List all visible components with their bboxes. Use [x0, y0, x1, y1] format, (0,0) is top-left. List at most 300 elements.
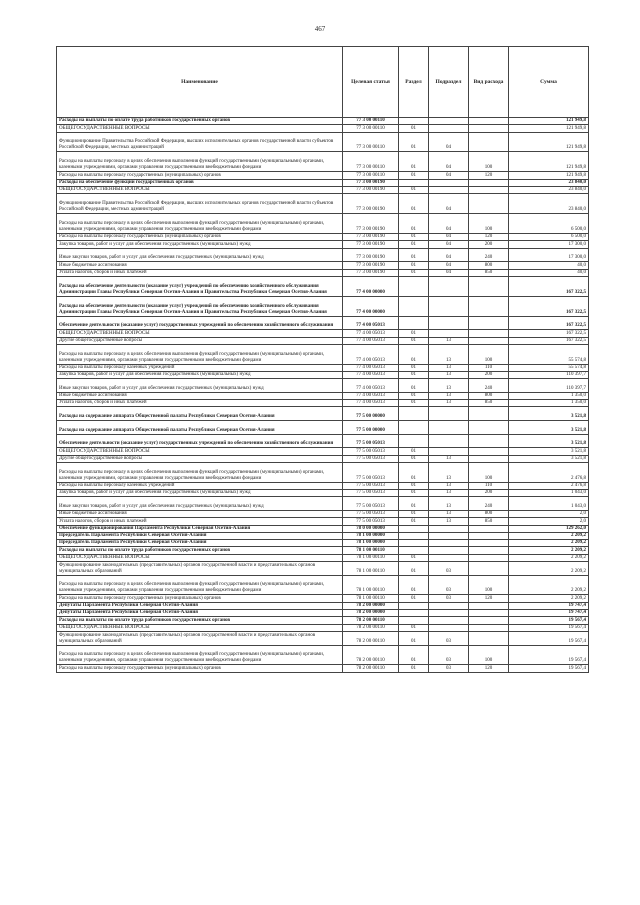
- cell-section: 01: [399, 631, 429, 645]
- cell-amount: 6 500,0: [509, 214, 589, 234]
- cell-name: Расходы на выплаты персоналу государственных (муниципальных) органов: [57, 234, 343, 241]
- table-row: [57, 462, 589, 482]
- cell-expense-type: [469, 554, 509, 561]
- table-row: [57, 269, 589, 276]
- cell-expense-type: 850: [469, 518, 509, 525]
- cell-expense-type: 100: [469, 462, 509, 482]
- cell-section: 01: [399, 645, 429, 665]
- cell-amount: 110 397,7: [509, 371, 589, 378]
- cell-target: 77 3 00 00110: [343, 118, 399, 125]
- cell-expense-type: 100: [469, 575, 509, 595]
- cell-expense-type: 120: [469, 234, 509, 241]
- cell-amount: 19 567,4: [509, 617, 589, 624]
- cell-amount: 55 574,8: [509, 364, 589, 371]
- table-row: [57, 152, 589, 172]
- table-row: [57, 132, 589, 152]
- cell-amount: 1 350,0: [509, 400, 589, 407]
- cell-target: 77 3 00 00190: [343, 234, 399, 241]
- cell-amount: 167 322,5: [509, 276, 589, 296]
- cell-amount: 6 500,0: [509, 234, 589, 241]
- table-row: [57, 330, 589, 337]
- cell-amount: 121 949,8: [509, 172, 589, 179]
- cell-name: ОБЩЕГОСУДАРСТВЕННЫЕ ВОПРОСЫ: [57, 330, 343, 337]
- cell-subsection: 04: [429, 248, 469, 262]
- cell-target: 77 5 00 05013: [343, 490, 399, 497]
- cell-section: 01: [399, 595, 429, 602]
- cell-name: Расходы на выплаты персоналу в целях обеспечения выполнения функций государственными (муниципальными) органами, казенными учреждениями, органами управления государственными внебюджетными фондами: [57, 152, 343, 172]
- table-row: [57, 371, 589, 378]
- cell-target: 78 2 00 00110: [343, 631, 399, 645]
- cell-name: ОБЩЕГОСУДАРСТВЕННЫЕ ВОПРОСЫ: [57, 624, 343, 631]
- table-row: [57, 125, 589, 132]
- cell-expense-type: 200: [469, 490, 509, 497]
- cell-target: 77 5 00 00000: [343, 407, 399, 421]
- table-row: [57, 407, 589, 421]
- cell-amount: 2 209,2: [509, 547, 589, 554]
- cell-expense-type: [469, 434, 509, 448]
- cell-name: Обеспечение деятельности (оказание услуг) государственных учреждений по обеспечению хозяйственного обслуживания: [57, 434, 343, 448]
- cell-target: 77 3 00 00190: [343, 186, 399, 193]
- table-row: [57, 400, 589, 407]
- cell-subsection: [429, 554, 469, 561]
- cell-subsection: 03: [429, 665, 469, 672]
- cell-expense-type: 100: [469, 214, 509, 234]
- cell-expense-type: 240: [469, 248, 509, 262]
- header-subsection: Подраздел: [429, 47, 469, 118]
- cell-expense-type: 100: [469, 645, 509, 665]
- cell-subsection: [429, 330, 469, 337]
- cell-subsection: [429, 186, 469, 193]
- cell-amount: 2 476,8: [509, 462, 589, 482]
- cell-name: Уплата налогов, сборов и иных платежей: [57, 269, 343, 276]
- cell-name: Расходы на обеспечение деятельности (оказание услуг) учреждений по обеспечению хозяйственного обслуживания Администрации Главы Республики Северная Осетия-Алания и Правительства Республики Северная Осетия-Алания: [57, 296, 343, 316]
- table-row: [57, 364, 589, 371]
- cell-expense-type: [469, 610, 509, 617]
- cell-name: Функционирование Правительства Российской Федерации, высших исполнительных органов государственной власти субъектов Российской Федерации, местных администраций: [57, 132, 343, 152]
- cell-name: Иные закупки товаров, работ и услуг для обеспечения государственных (муниципальных) нужд: [57, 248, 343, 262]
- cell-expense-type: [469, 186, 509, 193]
- cell-subsection: 13: [429, 490, 469, 497]
- cell-section: 01: [399, 152, 429, 172]
- table-row: [57, 276, 589, 296]
- cell-expense-type: [469, 532, 509, 539]
- table-row: [57, 379, 589, 393]
- cell-expense-type: [469, 617, 509, 624]
- cell-target: 77 3 00 00110: [343, 132, 399, 152]
- cell-name: ОБЩЕГОСУДАРСТВЕННЫЕ ВОПРОСЫ: [57, 554, 343, 561]
- cell-section: 01: [399, 371, 429, 378]
- table-row: [57, 194, 589, 214]
- cell-name: Расходы на обеспечение функций государственных органов: [57, 179, 343, 186]
- cell-amount: 3 521,8: [509, 421, 589, 435]
- cell-subsection: [429, 276, 469, 296]
- cell-subsection: 13: [429, 482, 469, 489]
- cell-subsection: [429, 602, 469, 609]
- cell-amount: 19 747,4: [509, 610, 589, 617]
- cell-expense-type: [469, 525, 509, 532]
- cell-name: Расходы на выплаты по оплате труда работников государственных органов: [57, 547, 343, 554]
- cell-name: Другие общегосударственные вопросы: [57, 455, 343, 462]
- cell-section: [399, 179, 429, 186]
- cell-section: [399, 547, 429, 554]
- header-section: Раздел: [399, 47, 429, 118]
- cell-subsection: [429, 316, 469, 330]
- cell-target: 77 4 00 05013: [343, 344, 399, 364]
- cell-section: [399, 532, 429, 539]
- cell-target: 78 2 00 00110: [343, 624, 399, 631]
- cell-expense-type: 110: [469, 482, 509, 489]
- table-row: [57, 248, 589, 262]
- cell-subsection: [429, 407, 469, 421]
- table-row: [57, 262, 589, 269]
- cell-name: Председатель Парламента Республики Северная Осетия-Алания: [57, 532, 343, 539]
- cell-section: 01: [399, 448, 429, 455]
- cell-section: 01: [399, 379, 429, 393]
- cell-subsection: 04: [429, 234, 469, 241]
- cell-target: 77 3 00 00190: [343, 241, 399, 248]
- cell-subsection: 13: [429, 510, 469, 517]
- cell-expense-type: [469, 276, 509, 296]
- cell-subsection: 13: [429, 518, 469, 525]
- cell-target: 77 4 00 05013: [343, 330, 399, 337]
- cell-subsection: 13: [429, 392, 469, 399]
- cell-name: Расходы на выплаты персоналу в целях обеспечения выполнения функций государственными (муниципальными) органами, казенными учреждениями, органами управления государственными внебюджетными фондами: [57, 344, 343, 364]
- cell-expense-type: [469, 455, 509, 462]
- cell-section: 01: [399, 562, 429, 576]
- cell-section: 01: [399, 518, 429, 525]
- table-row: [57, 554, 589, 561]
- cell-amount: 3 521,8: [509, 448, 589, 455]
- cell-name: Закупка товаров, работ и услуг для обеспечения государственных (муниципальных) нужд: [57, 490, 343, 497]
- cell-name: Функционирование Правительства Российской Федерации, высших исполнительных органов государственной власти субъектов Российской Федерации, местных администраций: [57, 194, 343, 214]
- cell-subsection: [429, 448, 469, 455]
- cell-expense-type: [469, 316, 509, 330]
- cell-subsection: 13: [429, 497, 469, 511]
- cell-expense-type: [469, 337, 509, 344]
- cell-target: 77 4 00 05013: [343, 316, 399, 330]
- cell-section: 01: [399, 186, 429, 193]
- page-number: 467: [314, 25, 326, 33]
- table-header-row: [57, 47, 589, 118]
- cell-subsection: 03: [429, 631, 469, 645]
- cell-subsection: [429, 296, 469, 316]
- cell-name: ОБЩЕГОСУДАРСТВЕННЫЕ ВОПРОСЫ: [57, 448, 343, 455]
- cell-subsection: 03: [429, 562, 469, 576]
- cell-section: 01: [399, 510, 429, 517]
- cell-subsection: [429, 434, 469, 448]
- table-row: [57, 234, 589, 241]
- cell-target: 77 5 00 05013: [343, 434, 399, 448]
- cell-amount: 2 209,2: [509, 554, 589, 561]
- cell-expense-type: [469, 448, 509, 455]
- cell-subsection: [429, 617, 469, 624]
- cell-name: ОБЩЕГОСУДАРСТВЕННЫЕ ВОПРОСЫ: [57, 186, 343, 193]
- cell-target: 78 2 00 00110: [343, 665, 399, 672]
- cell-subsection: 13: [429, 455, 469, 462]
- cell-section: [399, 434, 429, 448]
- cell-section: 01: [399, 337, 429, 344]
- cell-expense-type: 240: [469, 497, 509, 511]
- table-row: [57, 434, 589, 448]
- header-target: Целевая статья: [343, 47, 399, 118]
- cell-target: 77 4 00 05013: [343, 364, 399, 371]
- cell-section: [399, 118, 429, 125]
- cell-section: 01: [399, 490, 429, 497]
- cell-amount: 23 840,0: [509, 186, 589, 193]
- cell-amount: 3 521,8: [509, 407, 589, 421]
- cell-expense-type: 800: [469, 262, 509, 269]
- cell-expense-type: 100: [469, 344, 509, 364]
- table-row: [57, 525, 589, 532]
- cell-expense-type: 200: [469, 241, 509, 248]
- cell-section: 01: [399, 665, 429, 672]
- cell-section: 01: [399, 125, 429, 132]
- cell-name: Иные бюджетные ассигнования: [57, 262, 343, 269]
- cell-section: 01: [399, 344, 429, 364]
- cell-amount: 2 209,2: [509, 562, 589, 576]
- table-row: [57, 562, 589, 576]
- cell-expense-type: 240: [469, 379, 509, 393]
- cell-target: 78 2 00 00110: [343, 617, 399, 624]
- table-row: [57, 645, 589, 665]
- cell-amount: 110 397,7: [509, 379, 589, 393]
- cell-section: [399, 540, 429, 547]
- cell-amount: 17 300,0: [509, 248, 589, 262]
- cell-name: Уплата налогов, сборов и иных платежей: [57, 518, 343, 525]
- cell-name: Расходы на выплаты персоналу в целях обеспечения выполнения функций государственными (муниципальными) органами, казенными учреждениями, органами управления государственными внебюджетными фондами: [57, 462, 343, 482]
- cell-subsection: [429, 118, 469, 125]
- table-row: [57, 172, 589, 179]
- cell-subsection: [429, 525, 469, 532]
- cell-expense-type: [469, 602, 509, 609]
- cell-expense-type: 120: [469, 172, 509, 179]
- cell-expense-type: [469, 562, 509, 576]
- cell-expense-type: 800: [469, 510, 509, 517]
- cell-expense-type: [469, 125, 509, 132]
- cell-amount: 19 567,4: [509, 665, 589, 672]
- cell-expense-type: [469, 624, 509, 631]
- cell-section: [399, 316, 429, 330]
- cell-name: Расходы на выплаты персоналу в целях обеспечения выполнения функций государственными (муниципальными) органами, казенными учреждениями, органами управления государственными внебюджетными фондами: [57, 645, 343, 665]
- cell-expense-type: [469, 547, 509, 554]
- cell-name: Расходы на содержание аппарата Общественной палаты Республики Северная Осетия-Алания: [57, 407, 343, 421]
- table-row: [57, 602, 589, 609]
- cell-subsection: 03: [429, 645, 469, 665]
- cell-target: 78 2 00 00000: [343, 610, 399, 617]
- cell-section: 01: [399, 462, 429, 482]
- cell-subsection: 04: [429, 262, 469, 269]
- cell-subsection: [429, 179, 469, 186]
- cell-name: Расходы на выплаты персоналу казенных учреждений: [57, 364, 343, 371]
- cell-subsection: 13: [429, 379, 469, 393]
- cell-amount: 121 949,8: [509, 152, 589, 172]
- cell-name: Иные закупки товаров, работ и услуг для обеспечения государственных (муниципальных) нужд: [57, 497, 343, 511]
- cell-subsection: [429, 421, 469, 435]
- cell-section: 01: [399, 248, 429, 262]
- table-row: [57, 497, 589, 511]
- cell-amount: 167 322,5: [509, 337, 589, 344]
- cell-name: Председатель Парламента Республики Северная Осетия-Алания: [57, 540, 343, 547]
- cell-subsection: [429, 624, 469, 631]
- cell-name: Функционирование законодательных (представительных) органов государственной власти и представительных органов муниципальных образований: [57, 562, 343, 576]
- cell-name: Другие общегосударственные вопросы: [57, 337, 343, 344]
- cell-amount: 2 209,2: [509, 595, 589, 602]
- cell-amount: 23 840,0: [509, 179, 589, 186]
- cell-expense-type: [469, 194, 509, 214]
- cell-name: Обеспечение функционирования Парламента Республики Северная Осетия-Алания: [57, 525, 343, 532]
- cell-amount: 17 300,0: [509, 241, 589, 248]
- cell-subsection: 13: [429, 337, 469, 344]
- cell-name: Закупка товаров, работ и услуг для обеспечения государственных (муниципальных) нужд: [57, 241, 343, 248]
- cell-target: 78 1 00 00000: [343, 540, 399, 547]
- cell-section: [399, 421, 429, 435]
- cell-expense-type: 200: [469, 371, 509, 378]
- cell-target: 77 4 00 05013: [343, 392, 399, 399]
- cell-subsection: 04: [429, 194, 469, 214]
- cell-subsection: 13: [429, 400, 469, 407]
- cell-name: Депутаты Парламента Республики Северная Осетия-Алания: [57, 610, 343, 617]
- header-name: Наименование: [57, 47, 343, 118]
- cell-target: 77 3 00 00190: [343, 179, 399, 186]
- cell-subsection: 03: [429, 595, 469, 602]
- cell-amount: 167 322,5: [509, 330, 589, 337]
- cell-name: Расходы на выплаты персоналу в целях обеспечения выполнения функций государственными (муниципальными) органами, казенными учреждениями, органами управления государственными внебюджетными фондами: [57, 214, 343, 234]
- cell-target: 77 3 00 00110: [343, 172, 399, 179]
- cell-name: Расходы на выплаты персоналу государственных (муниципальных) органов: [57, 665, 343, 672]
- cell-amount: 121 949,8: [509, 132, 589, 152]
- cell-expense-type: [469, 631, 509, 645]
- table-row: [57, 631, 589, 645]
- cell-subsection: 13: [429, 371, 469, 378]
- table-row: [57, 186, 589, 193]
- cell-amount: 167 322,5: [509, 296, 589, 316]
- cell-expense-type: [469, 330, 509, 337]
- cell-subsection: 04: [429, 269, 469, 276]
- header-amount: Сумма: [509, 47, 589, 118]
- cell-section: 01: [399, 194, 429, 214]
- cell-subsection: 03: [429, 575, 469, 595]
- cell-target: 77 3 00 00110: [343, 125, 399, 132]
- cell-name: Расходы на содержание аппарата Общественной палаты Республики Северная Осетия-Алания: [57, 421, 343, 435]
- cell-subsection: 04: [429, 172, 469, 179]
- cell-amount: 2,0: [509, 510, 589, 517]
- cell-expense-type: [469, 132, 509, 152]
- table-row: [57, 179, 589, 186]
- cell-expense-type: [469, 407, 509, 421]
- table-row: [57, 518, 589, 525]
- table-row: [57, 547, 589, 554]
- table-row: [57, 510, 589, 517]
- cell-name: Расходы на выплаты по оплате труда работников государственных органов: [57, 118, 343, 125]
- cell-target: 78 1 00 00110: [343, 547, 399, 554]
- cell-amount: 129 262,0: [509, 525, 589, 532]
- cell-target: 77 5 00 00000: [343, 421, 399, 435]
- cell-name: Иные закупки товаров, работ и услуг для обеспечения государственных (муниципальных) нужд: [57, 379, 343, 393]
- table-row: [57, 617, 589, 624]
- cell-name: Депутаты Парламента Республики Северная Осетия-Алания: [57, 602, 343, 609]
- table-row: [57, 665, 589, 672]
- table-row: [57, 337, 589, 344]
- cell-expense-type: [469, 118, 509, 125]
- cell-expense-type: [469, 540, 509, 547]
- cell-subsection: [429, 547, 469, 554]
- cell-name: Обеспечение деятельности (оказание услуг) государственных учреждений по обеспечению хозяйственного обслуживания: [57, 316, 343, 330]
- cell-amount: 40,0: [509, 269, 589, 276]
- cell-subsection: 04: [429, 214, 469, 234]
- cell-section: [399, 276, 429, 296]
- cell-amount: 3 521,8: [509, 434, 589, 448]
- cell-name: Иные бюджетные ассигнования: [57, 392, 343, 399]
- cell-name: Расходы на выплаты персоналу в целях обеспечения выполнения функций государственными (муниципальными) органами, казенными учреждениями, органами управления государственными внебюджетными фондами: [57, 575, 343, 595]
- cell-name: Уплата налогов, сборов и иных платежей: [57, 400, 343, 407]
- table-row: [57, 624, 589, 631]
- cell-section: 01: [399, 172, 429, 179]
- cell-target: 77 5 00 05013: [343, 455, 399, 462]
- table-row: [57, 316, 589, 330]
- cell-target: 78 1 00 00110: [343, 554, 399, 561]
- cell-target: 77 5 00 05013: [343, 462, 399, 482]
- cell-amount: 2,0: [509, 518, 589, 525]
- cell-target: 77 3 00 00190: [343, 214, 399, 234]
- cell-target: 78 1 00 00110: [343, 575, 399, 595]
- cell-target: 77 5 00 05013: [343, 482, 399, 489]
- table-row: [57, 392, 589, 399]
- cell-section: 01: [399, 364, 429, 371]
- cell-target: 78 0 00 00000: [343, 525, 399, 532]
- cell-target: 77 3 00 00190: [343, 248, 399, 262]
- cell-amount: 1 043,0: [509, 490, 589, 497]
- cell-subsection: [429, 610, 469, 617]
- cell-expense-type: 100: [469, 152, 509, 172]
- cell-subsection: 04: [429, 241, 469, 248]
- cell-expense-type: [469, 421, 509, 435]
- cell-name: Функционирование законодательных (представительных) органов государственной власти и представительных органов муниципальных образований: [57, 631, 343, 645]
- cell-amount: 1 350,0: [509, 392, 589, 399]
- cell-expense-type: [469, 296, 509, 316]
- cell-target: 77 4 00 05013: [343, 400, 399, 407]
- cell-subsection: 13: [429, 364, 469, 371]
- cell-section: 01: [399, 262, 429, 269]
- cell-section: 01: [399, 241, 429, 248]
- table-row: [57, 214, 589, 234]
- cell-amount: 19 567,4: [509, 645, 589, 665]
- table-row: [57, 532, 589, 539]
- cell-amount: 55 574,8: [509, 344, 589, 364]
- cell-section: [399, 617, 429, 624]
- cell-amount: 2 209,2: [509, 540, 589, 547]
- table-row: [57, 421, 589, 435]
- cell-section: 01: [399, 497, 429, 511]
- cell-amount: 121 949,8: [509, 118, 589, 125]
- cell-target: 78 2 00 00110: [343, 645, 399, 665]
- cell-amount: 121 949,8: [509, 125, 589, 132]
- cell-target: 77 5 00 05013: [343, 497, 399, 511]
- table-row: [57, 448, 589, 455]
- cell-expense-type: [469, 179, 509, 186]
- cell-target: 77 3 00 00190: [343, 194, 399, 214]
- table-row: [57, 296, 589, 316]
- cell-section: 01: [399, 482, 429, 489]
- cell-amount: 40,0: [509, 262, 589, 269]
- cell-target: 77 4 00 00000: [343, 296, 399, 316]
- cell-target: 77 5 00 05013: [343, 448, 399, 455]
- cell-target: 77 4 00 05013: [343, 371, 399, 378]
- cell-name: Расходы на выплаты персоналу казенных учреждений: [57, 482, 343, 489]
- cell-section: 01: [399, 214, 429, 234]
- cell-target: 77 3 00 00190: [343, 262, 399, 269]
- cell-subsection: 13: [429, 344, 469, 364]
- table-row: [57, 490, 589, 497]
